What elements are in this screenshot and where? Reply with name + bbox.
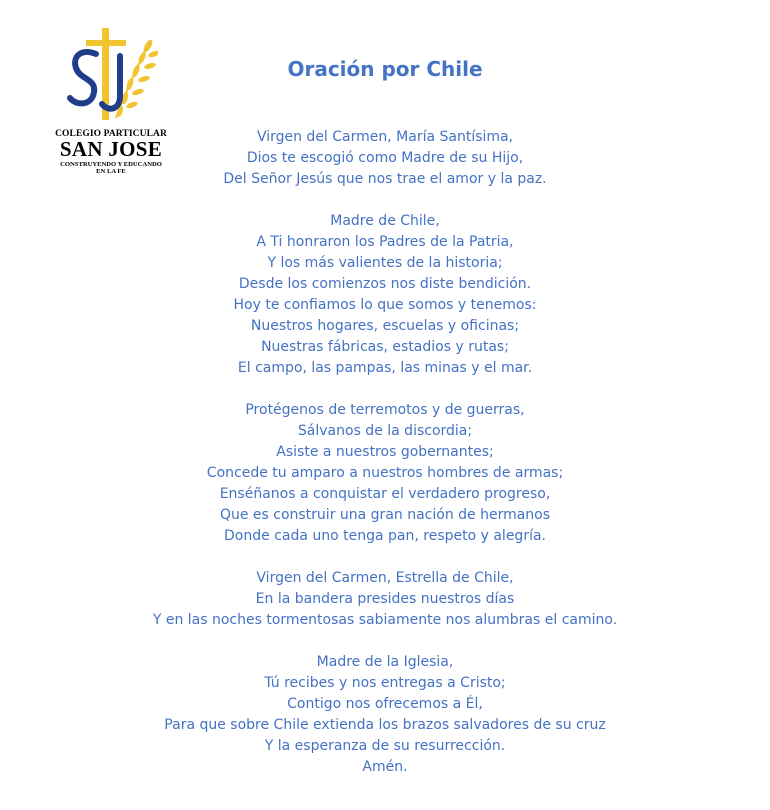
prayer-line: Nuestros hogares, escuelas y oficinas; [250,318,520,334]
prayer-line: En la bandera presides nuestros días [255,591,515,607]
prayer-line: Contigo nos ofrecemos a Él, [287,696,483,712]
prayer-line: El campo, las pampas, las minas y el mar. [237,360,533,376]
prayer-line: Que es construir una gran nación de hermanos [219,507,551,523]
prayer-line: Amén. [362,759,408,775]
prayer-text [0,127,770,799]
logo-motto-line1: CONSTRUYENDO Y EDUCANDO [60,161,162,168]
stanza-1 [0,127,770,190]
prayer-line: Para que sobre Chile extienda los brazos salvadores de su cruz [164,717,606,733]
page-title: Oración por Chile [287,57,483,81]
stanza-3 [0,400,770,547]
stanza-2 [0,211,770,379]
prayer-line: Del Señor Jesús que nos trae el amor y la paz. [223,171,547,187]
prayer-line: Virgen del Carmen, Estrella de Chile, [256,570,514,586]
stanza-4 [0,568,770,631]
prayer-line: Y en las noches tormentosas sabiamente nos alumbras el camino. [152,612,618,628]
logo-school-type: COLEGIO PARTICULAR [55,129,167,139]
prayer-line: A Ti honraron los Padres de la Patria, [256,234,514,250]
prayer-line: Desde los comienzos nos diste bendición. [238,276,532,292]
logo-motto-line2: EN LA FE [96,168,126,175]
stanza-5 [0,652,770,778]
prayer-line: Donde cada uno tenga pan, respeto y alegría. [224,528,546,544]
prayer-line: Y los más valientes de la historia; [267,255,503,271]
prayer-line: Nuestras fábricas, estadios y rutas; [261,339,509,355]
prayer-line: Tú recibes y nos entregas a Cristo; [264,675,506,691]
prayer-line: Concede tu amparo a nuestros hombres de armas; [206,465,564,481]
prayer-line: Madre de la Iglesia, [316,654,454,670]
prayer-line: Virgen del Carmen, María Santísima, [256,129,514,145]
prayer-line: Asiste a nuestros gobernantes; [276,444,494,460]
prayer-line: Madre de Chile, [330,213,440,229]
prayer-line: Sálvanos de la discordia; [297,423,473,439]
prayer-line: Enséñanos a conquistar el verdadero progreso, [219,486,551,502]
prayer-line: Protégenos de terremotos y de guerras, [245,402,525,418]
prayer-line: Y la esperanza de su resurrección. [264,738,506,754]
logo-school-name: SAN JOSE [59,137,163,161]
prayer-line: Dios te escogió como Madre de su Hijo, [246,150,524,166]
prayer-line: Hoy te confiamos lo que somos y tenemos: [233,297,537,313]
